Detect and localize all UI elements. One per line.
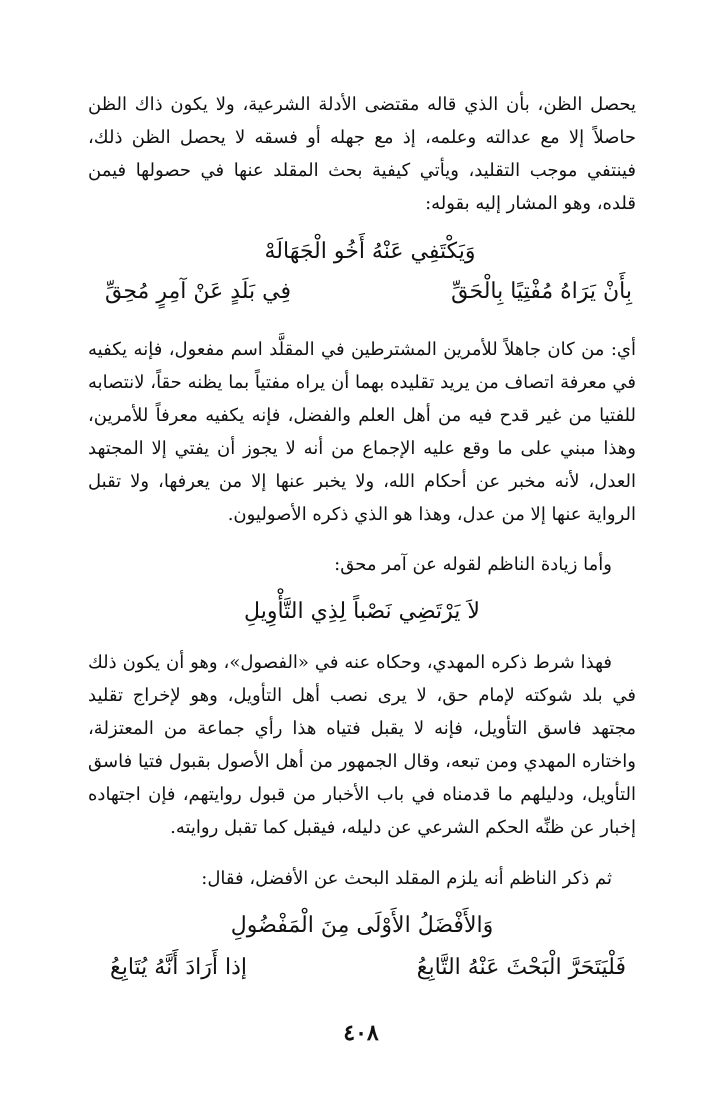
verse-1-hemistich-left: فِي بَلَدٍ عَنْ آمِرٍ مُحِقِّ — [105, 279, 292, 304]
verse-3-line-1: وَالأَفْضَلُ الأَوْلَى مِنَ الْمَفْضُولِ — [230, 913, 494, 938]
paragraph-3: وأما زيادة الناظم لقوله عن آمر محق: — [334, 554, 612, 575]
verse-1-line-1: وَيَكْتَفِي عَنْهُ أَخُو الْجَهَالَهْ — [264, 239, 476, 264]
paragraph-5: ثم ذكر الناظم أنه يلزم المقلد البحث عن الأفضل، فقال: — [201, 868, 612, 889]
verse-3-hemistich-right: فَلْيَتَحَرَّ الْبَحْثَ عَنْهُ التَّابِعُ — [416, 955, 626, 980]
paragraph-1: يحصل الظن، بأن الذي قاله مقتضى الأدلة الشرعية، ولا يكون ذاك الظن حاصلاً إلا مع عدالته وعلمه، إذ مع جهله أو فسقه لا يحصل الظن ذلك، فينتفي موجب التقليد، ويأتي كيفية بحث المقلد عنها في حصولها فيمن قلده، وهو المشار إليه بقوله: — [88, 94, 636, 214]
verse-3-hemistich-left: إذا أَرَادَ أَنَّهُ يُتَابِعُ — [110, 955, 247, 980]
paragraph-4: فهذا شرط ذكره المهدي، وحكاه عنه في «الفصول»، وهو أن يكون ذلك في بلد شوكته لإمام حق، لا يرى نصب أهل التأويل، وهو لإخراج تقليد مجتهد فاسق التأويل، فإنه لا يقبل فتياه هذا رأي جماعة من المعتزلة، واختاره المهدي ومن تبعه، وقال الجمهور من أهل الأصول بقبول فتيا فاسق التأويل، ودليلهم ما قدمناه في باب الأخبار من قبول روايتهم، فإن اجتهاده إخبار عن ظنِّه الحكم الشرعي عن دليله، فيقبل كما تقبل روايته. — [88, 652, 636, 838]
paragraph-2: أي: من كان جاهلاً للأمرين المشترطين في المقلَّد اسم مفعول، فإنه يكفيه في معرفة اتصاف من يريد تقليده بهما أن يراه مفتياً بما يظنه حقاً، لانتصابه للفتيا من غير قدح فيه من أهل العلم والفضل، فإنه يكفيه معرفاً للأمرين، وهذا مبني على ما وقع عليه الإجماع من أنه لا يجوز أن يفتي إلا المجتهد العدل، لأنه مخبر عن أحكام الله، ولا يخبر عنها إلا من يعرفها، ولا تقبل الرواية عنها إلا من عدل، وهذا هو الذي ذكره الأصوليون. — [88, 339, 636, 525]
verse-2-line-1: لاَ يَرْتَضِي نَصْباً لِذِي التَّأْوِيلِ — [244, 599, 480, 624]
verse-1-hemistich-right: بِأَنْ يَرَاهُ مُفْتِيًا بِالْحَقِّ — [451, 279, 632, 304]
page-number: ٤٠٨ — [343, 1020, 379, 1046]
